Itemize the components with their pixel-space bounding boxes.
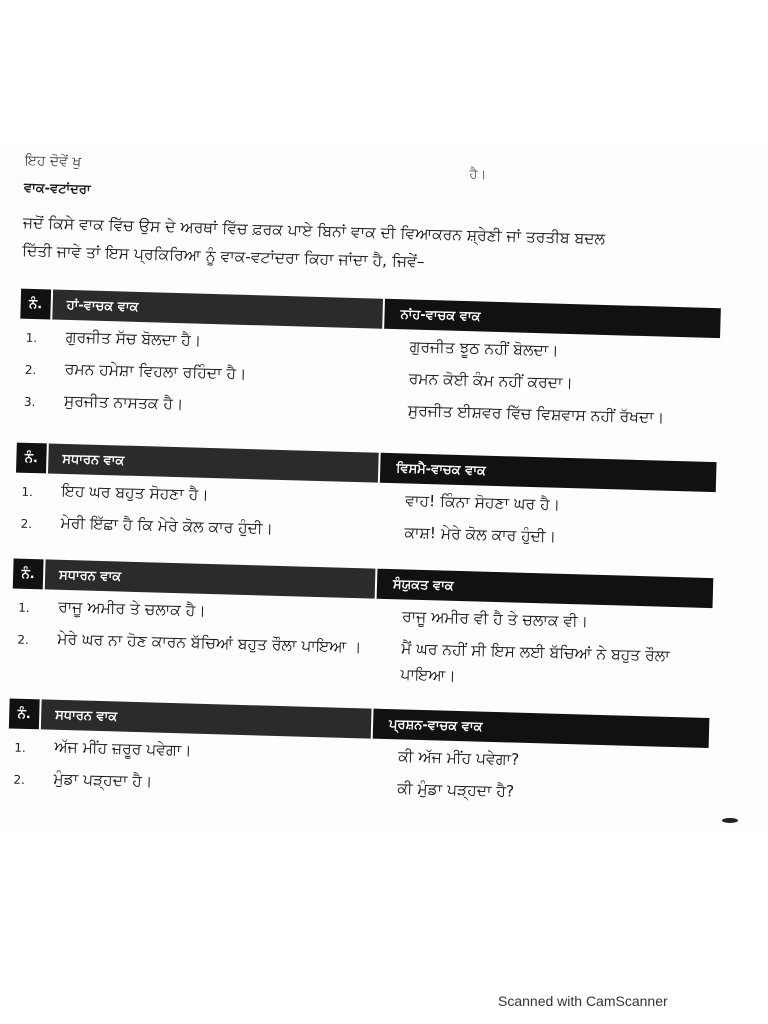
header-col1: ਹਾਂ-ਵਾਚਕ ਵਾਕ (52, 290, 383, 329)
row-number: 2. (24, 362, 37, 378)
header-col2: ਨਾਂਹ-ਵਾਚਕ ਵਾਕ (384, 299, 721, 338)
cut-off-line: ਇਹ ਦੋਵੇਂ ਖੁ (24, 152, 82, 171)
row-number: 2. (17, 632, 29, 647)
row-sentence-converted: ਵਾਹ! ਕਿੰਨਾ ਸੋਹਣਾ ਘਰ ਹੈ। (405, 491, 561, 514)
row-sentence-original: ਗੁਰਜੀਤ ਸੱਚ ਬੋਲਦਾ ਹੈ। (65, 327, 202, 350)
row-number: 1. (14, 740, 26, 755)
header-number: ਨੰ. (13, 559, 44, 590)
row-number: 2. (20, 516, 33, 532)
row-sentence-converted: ਗੁਰਜੀਤ ਝੂਠ ਨਹੀਂ ਬੋਲਦਾ। (409, 337, 559, 360)
paragraph-line-1: ਜਦੋਂ ਕਿਸੇ ਵਾਕ ਵਿੱਚ ਉਸ ਦੇ ਅਰਥਾਂ ਵਿੱਚ ਫ਼ਰਕ ਪਾਏ ਬਿਨਾਂ ਵਾਕ ਦੀ ਵਿਆਕਰਨ ਸ਼੍ਰੇਣੀ ਜਾਂ ਤਰਤੀਬ ਬਦਲ (22, 213, 606, 248)
row-number: 1. (25, 330, 38, 346)
header-col2: ਪ੍ਰਸ਼ਨ-ਵਾਚਕ ਵਾਕ (373, 709, 710, 748)
row-sentence-original: ਰਮਨ ਹਮੇਸ਼ਾ ਵਿਹਲਾ ਰਹਿੰਦਾ ਹੈ। (64, 359, 247, 383)
row-sentence-converted: ਕਾਸ਼! ਮੇਰੇ ਕੋਲ ਕਾਰ ਹੁੰਦੀ। (404, 523, 557, 546)
row-sentence-original: ਮੇਰੀ ਇੱਛਾ ਹੈ ਕਿ ਮੇਰੇ ਕੋਲ ਕਾਰ ਹੁੰਦੀ। (60, 513, 274, 538)
row-sentence-converted: ਮੈਂ ਘਰ ਨਹੀਂ ਸੀ ਇਸ ਲਈ ਬੱਚਿਆਂ ਨੇ ਬਹੁਤ ਰੌਲਾ ਪਾਇਆ। (400, 639, 670, 685)
row-sentence-converted: ਸੁਰਜੀਤ ਈਸ਼ਵਰ ਵਿੱਚ ਵਿਸ਼ਵਾਸ ਨਹੀਂ ਰੱਖਦਾ। (407, 401, 665, 427)
header-number: ਨੰ. (16, 443, 47, 474)
row-sentence-converted: ਕੀ ਅੱਜ ਮੀਂਹ ਪਵੇਗਾ? (397, 747, 520, 769)
cut-off-line-end: ਹੈ। (469, 167, 487, 183)
ink-mark (722, 818, 738, 823)
paragraph-line-2: ਦਿੱਤੀ ਜਾਵੇ ਤਾਂ ਇਸ ਪ੍ਰਕਿਰਿਆ ਨੂੰ ਵਾਕ-ਵਟਾਂਦਰਾ ਕਿਹਾ ਜਾਂਦਾ ਹੈ, ਜਿਵੇਂ– (21, 241, 425, 271)
table-simple-interrogative (7, 698, 709, 812)
header-col1: ਸਧਾਰਨ ਵਾਕ (45, 559, 376, 598)
row-sentence-original: ਮੁੰਡਾ ਪੜ੍ਹਦਾ ਹੈ। (53, 769, 153, 791)
header-number: ਨੰ. (9, 698, 40, 729)
header-col1: ਸਧਾਰਨ ਵਾਕ (41, 699, 372, 738)
header-col2: ਸੰਯੁਕਤ ਵਾਕ (377, 569, 714, 608)
row-sentence-original: ਰਾਜੂ ਅਮੀਰ ਤੇ ਚਲਾਕ ਹੈ। (58, 597, 206, 620)
table-affirmative-negative (18, 289, 721, 434)
section-heading: ਵਾਕ-ਵਟਾਂਦਰਾ (23, 180, 91, 198)
table-simple-exclamatory (14, 443, 716, 557)
row-sentence-original: ਇਹ ਘਰ ਬਹੁਤ ਸੋਹਣਾ ਹੈ। (61, 481, 209, 504)
page-content (0, 150, 768, 851)
row-sentence-converted: ਕੀ ਮੁੰਡਾ ਪੜ੍ਹਦਾ ਹੈ? (397, 779, 515, 801)
row-sentence-original: ਮੇਰੇ ਘਰ ਨਾ ਹੋਣ ਕਾਰਨ ਬੱਚਿਆਂ ਬਹੁਤ ਰੌਲਾ ਪਾਇਆ । (57, 629, 362, 657)
scanner-watermark: Scanned with CamScanner (498, 993, 668, 1009)
row-sentence-converted: ਰਾਜੂ ਅਮੀਰ ਵੀ ਹੈ ਤੇ ਚਲਾਕ ਵੀ। (401, 607, 589, 631)
scanned-page (0, 150, 768, 830)
row-number: 1. (18, 600, 30, 616)
row-number: 2. (13, 772, 26, 787)
header-number: ਨੰ. (20, 289, 51, 320)
table-simple-compound (10, 559, 713, 696)
row-number: 3. (23, 394, 36, 410)
header-col2: ਵਿਸਮੈ-ਵਾਚਕ ਵਾਕ (380, 453, 717, 492)
row-sentence-original: ਅੱਜ ਮੀਂਹ ਜ਼ਰੂਰ ਪਵੇਗਾ। (54, 737, 192, 760)
definition-paragraph (22, 209, 743, 285)
header-col1: ਸਧਾਰਨ ਵਾਕ (48, 443, 379, 482)
row-sentence-original: ਸੁਰਜੀਤ ਨਾਸਤਕ ਹੈ। (63, 391, 184, 414)
row-sentence-converted: ਰਮਨ ਕੋਈ ਕੰਮ ਨਹੀਂ ਕਰਦਾ। (408, 369, 574, 393)
row-number: 1. (21, 484, 34, 500)
